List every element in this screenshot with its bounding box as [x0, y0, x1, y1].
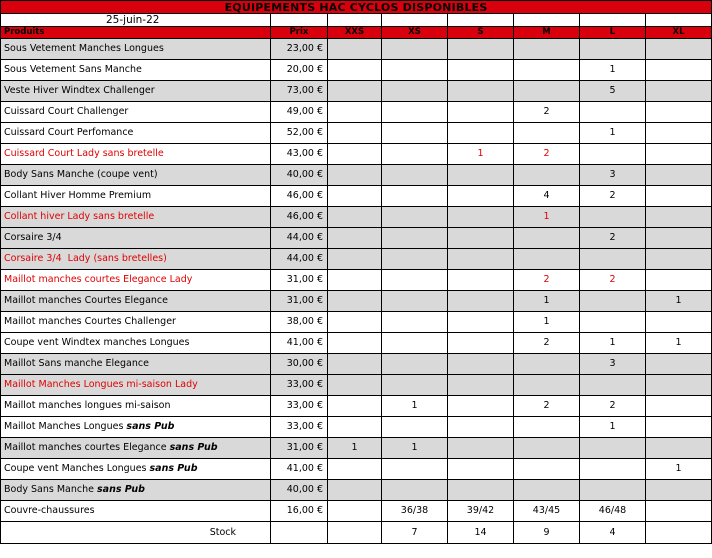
- product-price: 44,00 €: [271, 228, 328, 249]
- product-price: 43,00 €: [271, 144, 328, 165]
- size-m-qty: [514, 39, 580, 60]
- product-name: [1, 165, 271, 186]
- size-xl-qty: [646, 39, 712, 60]
- size-l-qty: 3: [580, 354, 646, 375]
- product-name: [1, 501, 271, 522]
- size-xxs-qty: [328, 228, 382, 249]
- size-xxs-qty: [328, 39, 382, 60]
- size-xl-qty: [646, 375, 712, 396]
- header-row: [1, 27, 712, 39]
- size-s-qty: [448, 459, 514, 480]
- product-name-text: Sous Vetement Manches Longues: [4, 43, 164, 55]
- size-s-qty: [448, 81, 514, 102]
- size-m-qty: 2: [514, 270, 580, 291]
- size-m-qty: [514, 123, 580, 144]
- size-xl-qty: [646, 81, 712, 102]
- product-name-text: Maillot manches courtes Elegance Lady: [4, 274, 193, 286]
- size-s-qty: [448, 291, 514, 312]
- product-name-text: Collant hiver Lady sans bretelle: [4, 211, 155, 223]
- header-product: Produits: [1, 27, 271, 39]
- size-l-qty: 1: [580, 123, 646, 144]
- size-m-qty: 2: [514, 396, 580, 417]
- size-xl-qty: [646, 207, 712, 228]
- size-l-qty: 1: [580, 60, 646, 81]
- product-price: 33,00 €: [271, 396, 328, 417]
- date-row-cell: [580, 14, 646, 27]
- size-l-qty: 2: [580, 228, 646, 249]
- table-row: [1, 102, 712, 123]
- product-name: [1, 186, 271, 207]
- product-price: 40,00 €: [271, 165, 328, 186]
- size-l-qty: [580, 291, 646, 312]
- size-l-qty: [580, 459, 646, 480]
- size-xs-qty: [382, 249, 448, 270]
- product-price: 73,00 €: [271, 81, 328, 102]
- size-xl-qty: [646, 249, 712, 270]
- product-price: 33,00 €: [271, 417, 328, 438]
- size-s-qty: [448, 123, 514, 144]
- product-name-text: Cuissard Court Perfomance: [4, 127, 134, 139]
- size-xl-qty: [646, 396, 712, 417]
- size-l-qty: 5: [580, 81, 646, 102]
- size-m-qty: 43/45: [514, 501, 580, 522]
- stock-xxs: [328, 522, 382, 544]
- product-name: [1, 60, 271, 81]
- size-xs-qty: [382, 459, 448, 480]
- size-xl-qty: [646, 480, 712, 501]
- product-name-text: Maillot manches Courtes Elegance: [4, 295, 168, 307]
- product-price: 40,00 €: [271, 480, 328, 501]
- product-name: [1, 102, 271, 123]
- size-xl-qty: [646, 102, 712, 123]
- size-xl-qty: [646, 186, 712, 207]
- size-xl-qty: 1: [646, 333, 712, 354]
- size-xxs-qty: [328, 312, 382, 333]
- stock-label: Stock: [1, 522, 271, 544]
- table-row: [1, 249, 712, 270]
- size-xl-qty: [646, 354, 712, 375]
- table-row: [1, 39, 712, 60]
- product-name-text: Maillot manches courtes Elegance: [4, 442, 170, 454]
- size-s-qty: [448, 249, 514, 270]
- size-m-qty: 4: [514, 186, 580, 207]
- product-name: [1, 207, 271, 228]
- size-xl-qty: [646, 270, 712, 291]
- table-row: [1, 291, 712, 312]
- header-size-m: M: [514, 27, 580, 39]
- product-name: [1, 270, 271, 291]
- table-row: [1, 270, 712, 291]
- size-xxs-qty: 1: [328, 438, 382, 459]
- table-row: [1, 186, 712, 207]
- header-size-xxs: XXS: [328, 27, 382, 39]
- size-s-qty: [448, 228, 514, 249]
- table-row: [1, 60, 712, 81]
- size-xs-qty: [382, 123, 448, 144]
- size-m-qty: [514, 249, 580, 270]
- size-s-qty: [448, 39, 514, 60]
- size-xl-qty: [646, 312, 712, 333]
- size-l-qty: 3: [580, 165, 646, 186]
- size-m-qty: 1: [514, 291, 580, 312]
- table-row: [1, 81, 712, 102]
- size-l-qty: 46/48: [580, 501, 646, 522]
- product-name-text: Maillot Sans manche Elegance: [4, 358, 149, 370]
- size-xl-qty: [646, 417, 712, 438]
- table-row: [1, 144, 712, 165]
- product-name: [1, 249, 271, 270]
- size-xxs-qty: [328, 480, 382, 501]
- table-row: [1, 480, 712, 501]
- size-xs-qty: [382, 291, 448, 312]
- table-row: [1, 375, 712, 396]
- product-name-text: Collant Hiver Homme Premium: [4, 190, 152, 202]
- size-xs-qty: [382, 333, 448, 354]
- table-row: [1, 333, 712, 354]
- table-row: [1, 312, 712, 333]
- product-price: 52,00 €: [271, 123, 328, 144]
- table-row: [1, 123, 712, 144]
- size-xxs-qty: [328, 207, 382, 228]
- size-xxs-qty: [328, 333, 382, 354]
- product-price: 31,00 €: [271, 291, 328, 312]
- size-xxs-qty: [328, 81, 382, 102]
- size-xxs-qty: [328, 501, 382, 522]
- size-xs-qty: [382, 60, 448, 81]
- size-xxs-qty: [328, 270, 382, 291]
- product-name: [1, 291, 271, 312]
- size-m-qty: [514, 60, 580, 81]
- sheet-date: 25-juin-22: [1, 14, 271, 27]
- size-xxs-qty: [328, 144, 382, 165]
- product-name-text: Maillot manches longues mi-saison: [4, 400, 171, 412]
- size-xxs-qty: [328, 186, 382, 207]
- size-s-qty: [448, 354, 514, 375]
- size-m-qty: 2: [514, 333, 580, 354]
- product-name-text: Body Sans Manche (coupe vent): [4, 169, 158, 181]
- size-l-qty: [580, 375, 646, 396]
- size-m-qty: [514, 417, 580, 438]
- size-s-qty: [448, 375, 514, 396]
- table-row: [1, 501, 712, 522]
- product-name-text: Veste Hiver Windtex Challenger: [4, 85, 155, 97]
- size-xxs-qty: [328, 249, 382, 270]
- product-name-text: Cuissard Court Lady sans bretelle: [4, 148, 164, 160]
- table-row: [1, 207, 712, 228]
- product-name: [1, 480, 271, 501]
- size-m-qty: 1: [514, 207, 580, 228]
- size-m-qty: 2: [514, 102, 580, 123]
- product-name: [1, 81, 271, 102]
- product-name-suffix: sans Pub: [126, 421, 175, 433]
- stock-xl: [646, 522, 712, 544]
- size-m-qty: [514, 354, 580, 375]
- date-row-cell: [382, 14, 448, 27]
- size-l-qty: [580, 39, 646, 60]
- product-price: 41,00 €: [271, 459, 328, 480]
- size-xs-qty: 36/38: [382, 501, 448, 522]
- product-name: [1, 123, 271, 144]
- size-l-qty: [580, 438, 646, 459]
- size-xxs-qty: [328, 123, 382, 144]
- size-xl-qty: 1: [646, 291, 712, 312]
- size-l-qty: 1: [580, 417, 646, 438]
- size-xxs-qty: [328, 396, 382, 417]
- header-size-l: L: [580, 27, 646, 39]
- size-s-qty: [448, 480, 514, 501]
- size-xs-qty: [382, 480, 448, 501]
- size-xs-qty: 1: [382, 438, 448, 459]
- product-name-text: Coupe vent Windtex manches Longues: [4, 337, 190, 349]
- size-s-qty: [448, 438, 514, 459]
- table-row: [1, 165, 712, 186]
- date-row-cell: [514, 14, 580, 27]
- product-name-suffix: sans Pub: [149, 463, 198, 475]
- size-xxs-qty: [328, 354, 382, 375]
- table-row: [1, 459, 712, 480]
- size-s-qty: [448, 270, 514, 291]
- size-xxs-qty: [328, 459, 382, 480]
- size-xxs-qty: [328, 375, 382, 396]
- product-name: [1, 459, 271, 480]
- size-s-qty: 1: [448, 144, 514, 165]
- product-name-text: Cuissard Court Challenger: [4, 106, 129, 118]
- size-l-qty: [580, 144, 646, 165]
- size-l-qty: 1: [580, 333, 646, 354]
- size-xl-qty: 1: [646, 459, 712, 480]
- size-xs-qty: [382, 186, 448, 207]
- product-price: 16,00 €: [271, 501, 328, 522]
- size-xs-qty: 1: [382, 396, 448, 417]
- product-name-suffix: sans Pub: [97, 484, 145, 496]
- product-price: 33,00 €: [271, 375, 328, 396]
- product-name-text: Maillot Manches Longues: [4, 421, 127, 433]
- table-row: [1, 438, 712, 459]
- product-name-text: Body Sans Manche: [4, 484, 97, 496]
- product-name: [1, 396, 271, 417]
- size-s-qty: [448, 312, 514, 333]
- header-size-xs: XS: [382, 27, 448, 39]
- table-row: [1, 396, 712, 417]
- size-s-qty: [448, 333, 514, 354]
- size-m-qty: [514, 228, 580, 249]
- size-xs-qty: [382, 207, 448, 228]
- size-s-qty: [448, 207, 514, 228]
- date-row-cell: [448, 14, 514, 27]
- size-s-qty: [448, 60, 514, 81]
- product-name-suffix: sans Pub: [169, 442, 218, 454]
- size-m-qty: [514, 480, 580, 501]
- product-name: [1, 39, 271, 60]
- stock-s: 14: [448, 522, 514, 544]
- stock-row: [1, 522, 712, 544]
- size-xs-qty: [382, 375, 448, 396]
- size-m-qty: 2: [514, 144, 580, 165]
- size-xl-qty: [646, 60, 712, 81]
- size-xs-qty: [382, 144, 448, 165]
- stock-l: 4: [580, 522, 646, 544]
- size-xs-qty: [382, 39, 448, 60]
- product-name: [1, 312, 271, 333]
- size-xl-qty: [646, 165, 712, 186]
- product-name: [1, 438, 271, 459]
- size-m-qty: [514, 81, 580, 102]
- product-name: [1, 228, 271, 249]
- product-name: [1, 333, 271, 354]
- size-xl-qty: [646, 501, 712, 522]
- size-l-qty: [580, 249, 646, 270]
- size-xl-qty: [646, 123, 712, 144]
- size-s-qty: [448, 102, 514, 123]
- product-price: 41,00 €: [271, 333, 328, 354]
- size-xl-qty: [646, 144, 712, 165]
- stock-price-cell: [271, 522, 328, 544]
- product-name-text: Maillot manches Courtes Challenger: [4, 316, 176, 328]
- product-price: 23,00 €: [271, 39, 328, 60]
- size-l-qty: [580, 207, 646, 228]
- size-xs-qty: [382, 165, 448, 186]
- size-l-qty: 2: [580, 396, 646, 417]
- table-row: [1, 354, 712, 375]
- size-xs-qty: [382, 354, 448, 375]
- size-l-qty: [580, 102, 646, 123]
- product-name-text: Couvre-chaussures: [4, 505, 95, 517]
- product-price: 46,00 €: [271, 207, 328, 228]
- size-xl-qty: [646, 438, 712, 459]
- size-xs-qty: [382, 102, 448, 123]
- product-price: 38,00 €: [271, 312, 328, 333]
- size-xxs-qty: [328, 291, 382, 312]
- stock-m: 9: [514, 522, 580, 544]
- size-xs-qty: [382, 312, 448, 333]
- size-xs-qty: [382, 81, 448, 102]
- product-name-text: Corsaire 3/4 Lady (sans bretelles): [4, 253, 167, 265]
- header-price: Prix: [271, 27, 328, 39]
- product-name: [1, 417, 271, 438]
- product-price: 44,00 €: [271, 249, 328, 270]
- date-row-cell: [271, 14, 328, 27]
- size-m-qty: [514, 375, 580, 396]
- product-name: [1, 354, 271, 375]
- size-m-qty: [514, 165, 580, 186]
- product-name-text: Sous Vetement Sans Manche: [4, 64, 142, 76]
- size-l-qty: 2: [580, 186, 646, 207]
- size-xxs-qty: [328, 102, 382, 123]
- table-row: [1, 228, 712, 249]
- size-s-qty: [448, 165, 514, 186]
- size-m-qty: [514, 459, 580, 480]
- product-price: 31,00 €: [271, 270, 328, 291]
- size-xl-qty: [646, 228, 712, 249]
- size-xs-qty: [382, 228, 448, 249]
- product-name-text: Coupe vent Manches Longues: [4, 463, 150, 475]
- size-m-qty: 1: [514, 312, 580, 333]
- size-s-qty: [448, 396, 514, 417]
- product-name: [1, 144, 271, 165]
- product-name-text: Corsaire 3/4: [4, 232, 62, 244]
- product-price: 20,00 €: [271, 60, 328, 81]
- size-xxs-qty: [328, 417, 382, 438]
- sheet-title: EQUIPEMENTS HAC CYCLOS DISPONIBLES: [1, 1, 712, 14]
- size-xxs-qty: [328, 60, 382, 81]
- date-row-cell: [328, 14, 382, 27]
- size-m-qty: [514, 438, 580, 459]
- product-price: 30,00 €: [271, 354, 328, 375]
- size-l-qty: [580, 312, 646, 333]
- header-size-s: S: [448, 27, 514, 39]
- header-size-xl: XL: [646, 27, 712, 39]
- product-name: [1, 375, 271, 396]
- size-s-qty: [448, 186, 514, 207]
- size-l-qty: [580, 480, 646, 501]
- date-row-cell: [646, 14, 712, 27]
- product-price: 49,00 €: [271, 102, 328, 123]
- size-s-qty: 39/42: [448, 501, 514, 522]
- table-row: [1, 417, 712, 438]
- size-l-qty: 2: [580, 270, 646, 291]
- size-xs-qty: [382, 417, 448, 438]
- size-s-qty: [448, 417, 514, 438]
- product-price: 31,00 €: [271, 438, 328, 459]
- product-price: 46,00 €: [271, 186, 328, 207]
- product-name-text: Maillot Manches Longues mi-saison Lady: [4, 379, 198, 391]
- stock-xs: 7: [382, 522, 448, 544]
- size-xxs-qty: [328, 165, 382, 186]
- size-xs-qty: [382, 270, 448, 291]
